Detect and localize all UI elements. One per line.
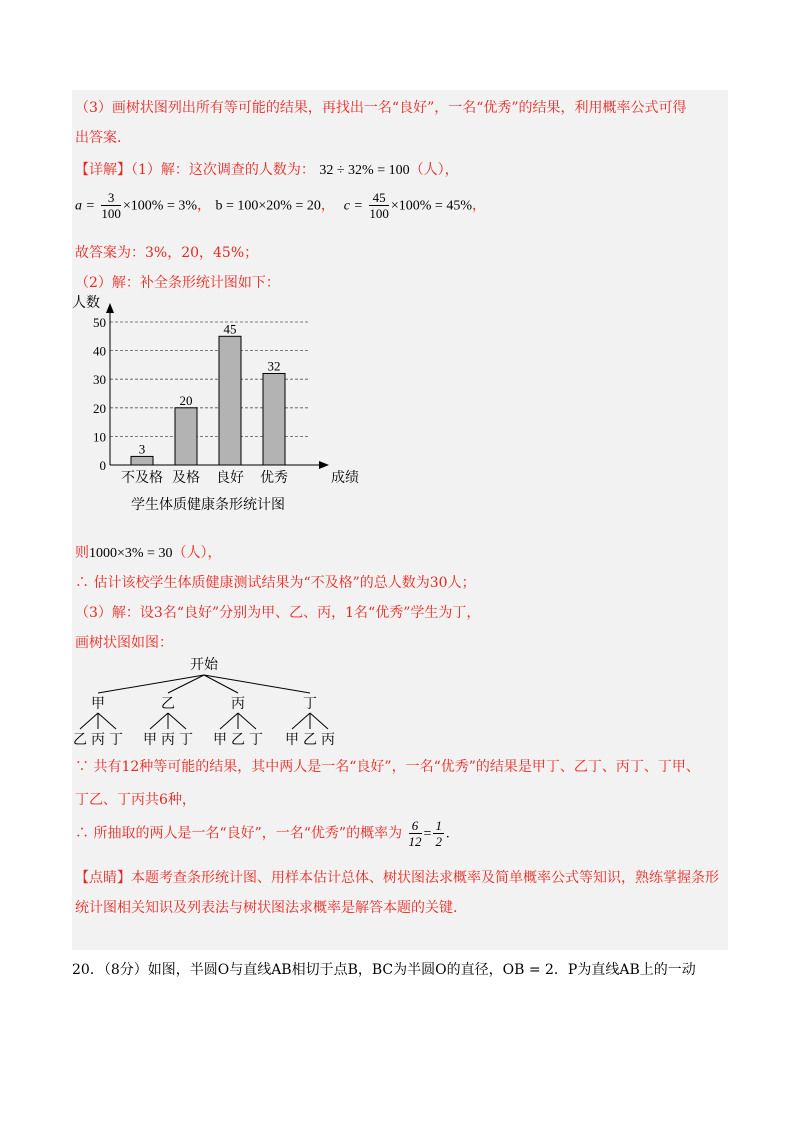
tree-leaf-3-0: 甲 <box>285 733 299 748</box>
c-lhs: c = <box>343 198 363 214</box>
bar-value-label-1: 20 <box>179 392 193 408</box>
tree-leaf-0-2: 丁 <box>109 733 123 748</box>
detail-part1 <box>75 160 459 181</box>
tree-edge-3-0 <box>292 713 310 729</box>
tree-leaf-2-1: 乙 <box>231 733 245 748</box>
comment-tag: 【点睛】 <box>75 870 131 886</box>
tree-leaf-1-0: 甲 <box>143 733 157 748</box>
p-eq: = <box>423 826 432 842</box>
tree-leaf-0-0: 乙 <box>73 733 87 748</box>
tree-root-label: 开始 <box>190 658 218 673</box>
part1-formula: 32 ÷ 32% = 100 <box>319 163 410 178</box>
conclusion-line-3 <box>75 818 449 854</box>
c-num: 45 <box>369 190 389 206</box>
tree-leaf-1-1: 丙 <box>161 733 175 748</box>
tree-edge-1-2 <box>168 713 186 729</box>
calc-formula: 1000×3% = 30 <box>89 546 173 561</box>
y-tick-label-30: 30 <box>93 372 106 388</box>
p-fraction <box>409 818 422 849</box>
bar-1 <box>175 408 197 465</box>
sep-2: ， <box>320 197 335 214</box>
conclusion-line-1: ∵ 共有12种等可能的结果，其中两人是一名“良好”，一名“优秀”的结果是甲丁、乙丁、丙丁、丁甲、 <box>75 759 700 775</box>
calc-prefix: 则 <box>75 545 89 561</box>
tree-edge-2-0 <box>220 713 238 729</box>
bar-0 <box>131 456 153 465</box>
category-label-1: 及格 <box>172 471 200 486</box>
calc-line <box>75 543 221 564</box>
tree-leaf-3-2: 丙 <box>321 733 335 748</box>
c-rhs: ×100% = 45% <box>390 198 472 214</box>
tree-node-3: 丁 <box>303 697 317 712</box>
y-tick-label-40: 40 <box>93 343 106 359</box>
a-den: 100 <box>101 206 121 221</box>
part2-line: （2）解：补全条形统计图如下： <box>75 275 280 291</box>
category-label-0: 不及格 <box>121 471 163 486</box>
problem-20: 20．（8分）如图，半圆O与直线AB相切于点B，BC为半圆O的直径，OB = 2．P为直线AB上的一动 <box>72 962 696 978</box>
p-num: 6 <box>409 818 422 834</box>
calc-suffix: （人）， <box>172 545 222 561</box>
bar-chart <box>68 295 359 520</box>
p2-den: 2 <box>435 834 442 849</box>
p-end: . <box>445 826 450 842</box>
tree-leaf-2-0: 甲 <box>213 733 227 748</box>
x-axis-arrow <box>319 461 329 469</box>
tree-edge-1-0 <box>150 713 168 729</box>
tree-diagram <box>70 655 350 750</box>
tree-edge-0-0 <box>80 713 98 729</box>
tree-edge-3-2 <box>310 713 328 729</box>
tree-node-1: 乙 <box>161 697 175 712</box>
category-label-2: 良好 <box>216 471 244 486</box>
abc-formulas <box>75 190 486 224</box>
estimate-line: ∴ 估计该校学生体质健康测试结果为“不及格”的总人数为30人； <box>75 575 476 591</box>
tree-edge-root-3 <box>204 675 310 693</box>
bar-2 <box>219 336 241 465</box>
tree-intro-line: 画树状图如图： <box>75 635 173 651</box>
tree-edge-2-2 <box>238 713 256 729</box>
probability-prefix: ∴ 所抽取的两人是一名“良好”，一名“优秀”的概率为 <box>75 825 403 842</box>
part1-suffix: （人）， <box>409 162 459 178</box>
tree-node-2: 丙 <box>231 697 245 712</box>
sep-1: ， <box>197 197 212 214</box>
comment-line-1 <box>75 868 719 888</box>
y-axis-label: 人数 <box>72 296 100 311</box>
a-lhs: a = <box>75 198 95 214</box>
y-tick-label-0: 0 <box>99 458 106 473</box>
p2-fraction <box>433 818 444 849</box>
tree-leaf-3-1: 乙 <box>303 733 317 748</box>
p2-num: 1 <box>435 818 442 833</box>
bar-value-label-0: 3 <box>138 441 146 457</box>
y-tick-label-20: 20 <box>93 400 106 416</box>
part3-line: （3）解：设3名“良好”分别为甲、乙、丙，1名“优秀”学生为丁， <box>75 605 481 621</box>
hint-line-2: 出答案． <box>75 130 131 146</box>
detail-tag: 【详解】 <box>75 162 131 178</box>
bar-value-label-3: 32 <box>267 358 281 374</box>
comment-text-1: 本题考查条形统计图、用样本估计总体、树状图法求概率及简单概率公式等知识，熟练掌握条形 <box>131 870 719 886</box>
c-den: 100 <box>369 206 389 221</box>
tree-leaf-0-1: 丙 <box>91 733 105 748</box>
tree-leaf-2-2: 丁 <box>249 733 263 748</box>
y-axis-arrow <box>106 303 114 313</box>
y-tick-label-10: 10 <box>93 429 106 445</box>
answer-line: 故答案为：3%，20，45%； <box>75 245 259 261</box>
c-fraction <box>369 190 389 221</box>
y-tick-label-50: 50 <box>93 315 106 330</box>
hint-line-1: （3）画树状图列出所有等可能的结果，再找出一名“良好”，一名“优秀”的结果，利用概率公式可得 <box>75 100 687 116</box>
chart-title: 学生体质健康条形统计图 <box>131 498 285 513</box>
tree-leaf-1-2: 丁 <box>179 733 193 748</box>
a-fraction <box>101 190 121 221</box>
p-den: 12 <box>408 834 422 849</box>
x-axis-label: 成绩 <box>331 471 359 486</box>
category-label-3: 优秀 <box>260 471 288 486</box>
part1-prefix: （1）解：这次调查的人数为： <box>131 162 315 178</box>
bar-value-label-2: 45 <box>223 321 237 337</box>
b-expr: b = 100×20% = 20 <box>215 198 321 214</box>
tree-node-0: 甲 <box>91 697 105 712</box>
tree-edge-root-0 <box>98 675 204 693</box>
bar-3 <box>263 373 285 465</box>
sep-3: ， <box>472 197 486 214</box>
a-rhs: ×100% = 3% <box>122 198 198 214</box>
tree-edge-0-2 <box>98 713 116 729</box>
comment-line-2: 统计图相关知识及列表法与树状图法求概率是解答本题的关键. <box>75 900 458 916</box>
a-num: 3 <box>101 190 121 206</box>
conclusion-line-2: 丁乙、丁丙共6种， <box>75 792 196 808</box>
